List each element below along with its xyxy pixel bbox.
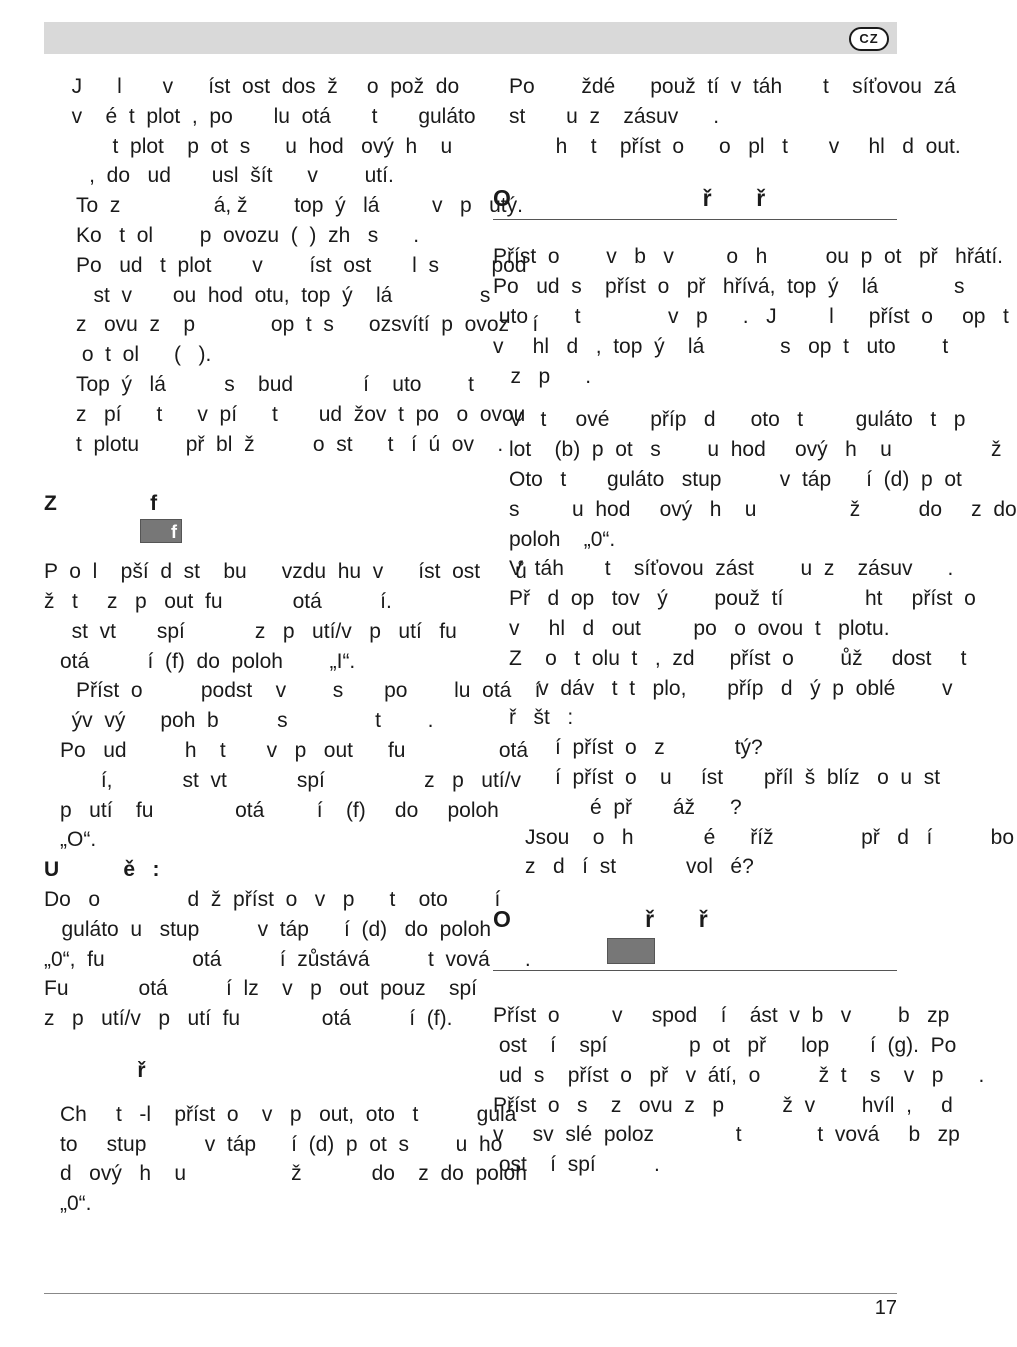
header-bar — [44, 22, 897, 54]
check-line: é př áž ? — [555, 795, 742, 819]
paragraph-line: h t příst o o pl t v hl d out. — [509, 134, 961, 158]
paragraph-line: st u z zásuv . — [509, 104, 720, 128]
paragraph-line: uto t v p . J l příst o op t — [493, 304, 1009, 328]
tip-over-symbol-box — [607, 938, 655, 964]
paragraph-line: J l v íst ost dos ž o pož do — [60, 75, 460, 98]
paragraph-line: ost í spí p ot př lop í (g). Po — [493, 1033, 957, 1057]
step-line: lot (b) p ot s u hod ový h u ž — [509, 438, 1002, 462]
check-line: í příst o u íst příl š blíz o u st — [555, 765, 941, 789]
paragraph-line: Příst o s z ovu z p ž v hvíl , d — [493, 1093, 953, 1117]
section-heading: Z f — [44, 492, 158, 516]
step-line: V t ové příp d oto t guláto t p — [509, 408, 966, 432]
paragraph-line: Příst o v b v o h ou p ot př hřátí. — [493, 245, 1004, 269]
intro-section — [44, 72, 539, 459]
paragraph-line: t plot p ot s u hod ový h u — [60, 134, 453, 158]
paragraph-line: To z á, ž top ý lá v p utý. — [76, 194, 523, 218]
right-column — [493, 72, 1017, 1180]
check-line: Jsou o h é říž př d í bo — [525, 825, 1014, 849]
paragraph-line: v é t plot , po lu otá t guláto — [60, 104, 476, 128]
step-line: v dáv t t plo, příp d ý p oblé v — [509, 676, 953, 700]
paragraph-line: o t ol ( ). — [76, 343, 212, 367]
unplug-section — [493, 72, 961, 161]
paragraph-line: p utí fu otá í (f) do poloh — [60, 798, 499, 822]
paragraph-line: Ko t ol p ovozu ( ) zh s . — [76, 223, 420, 247]
language-badge: CZ — [849, 27, 889, 51]
step-line: ř št : — [509, 706, 574, 730]
paragraph-line: ž t z p out fu otá í. — [44, 589, 392, 613]
paragraph-line: st vt spí z p utí/v p utí fu — [60, 619, 457, 643]
section-heading: ř — [44, 1058, 146, 1082]
page-number: 17 — [874, 1297, 897, 1319]
switch-off-section — [44, 1056, 527, 1219]
paragraph-line: „O“. — [60, 828, 97, 852]
fan-symbol-box: f — [140, 519, 182, 543]
paragraph-line: ud s příst o př v átí, o ž t s v p . — [493, 1063, 985, 1087]
step-line: Z o t olu t , zd příst o ůž dost t — [509, 646, 967, 670]
check-line: z d í st vol é? — [525, 855, 754, 879]
paragraph-line: v hl d , top ý lá s op t uto t — [493, 334, 949, 358]
note-heading: U ě : — [44, 858, 160, 882]
paragraph-line: , do ud usl šít v utí. — [60, 164, 394, 188]
overheat-section — [493, 183, 1017, 882]
paragraph-line: Po ud s příst o př hřívá, top ý lá s — [493, 275, 965, 299]
paragraph-line: Top ý lá s bud í uto t — [76, 372, 474, 396]
paragraph-line: t plotu př bl ž o st t í ú ov . — [76, 432, 504, 456]
left-column — [44, 72, 541, 1219]
paragraph-line: to stup v táp í (d) p ot s u ho — [60, 1132, 503, 1156]
check-line: í příst o z tý? — [555, 736, 763, 760]
paragraph-line: ost í spí . — [493, 1153, 660, 1177]
paragraph-line: Po ud t plot v íst ost l s pod — [76, 253, 527, 277]
paragraph-line: „0“, fu otá í zůstává t vová . — [44, 947, 531, 971]
fan-section — [44, 489, 541, 855]
paragraph-line: Do o d ž příst o v p t oto í — [44, 887, 501, 911]
paragraph-line: P o l pší d st bu vzdu hu v íst ost ů — [44, 560, 527, 584]
paragraph-line: Ch t -l příst o v p out, oto t gulá — [60, 1102, 517, 1126]
paragraph-line: st v ou hod otu, top ý lá s — [76, 283, 491, 307]
step-line: Př d op tov ý použ tí ht příst o — [509, 587, 976, 611]
note-section — [44, 855, 531, 1034]
step-line: V táh t síťovou zást u z zásuv . — [509, 557, 954, 581]
section-heading: O ř ř — [493, 183, 897, 220]
paragraph-line: í, st vt spí z p utí/v — [60, 768, 521, 792]
paragraph-line: Po ždé použ tí v táh t síťovou zá — [509, 75, 956, 98]
step-line: poloh „0“. — [509, 527, 616, 551]
paragraph-line: Fu otá í lz v p out pouz spí — [44, 977, 478, 1001]
paragraph-line: ýv vý poh b s t . — [60, 709, 434, 733]
section-heading: O ř ř — [493, 906, 708, 933]
paragraph-line: guláto u stup v táp í (d) do poloh — [44, 917, 492, 941]
step-line: s u hod ový h u ž do z do — [509, 497, 1017, 521]
paragraph-line: d ový h u ž do z do poloh — [60, 1162, 527, 1186]
paragraph-line: Příst o v spod í ást v b v b zp — [493, 1004, 950, 1028]
tip-over-section — [493, 904, 985, 1180]
paragraph-line: Příst o podst v s po lu otá í — [76, 679, 541, 703]
paragraph-line: „0“. — [60, 1192, 92, 1216]
paragraph-line: z ovu z p op t s ozsvítí p ovoz í — [76, 313, 539, 337]
paragraph-line: z pí t v pí t ud žov t po o ovou — [76, 402, 526, 426]
paragraph-line: z p utí/v p utí fu otá í (f). — [44, 1007, 453, 1031]
paragraph-line: Po ud h t v p out fu otá — [60, 738, 529, 762]
footer-rule — [44, 1293, 897, 1294]
paragraph-line: otá í (f) do poloh „I“. — [60, 649, 356, 673]
step-line: v hl d out po o ovou t plotu. — [509, 616, 890, 640]
paragraph-line: v sv slé poloz t t vová b zp — [493, 1123, 960, 1147]
paragraph-line: z p . — [493, 364, 592, 388]
step-line: Oto t guláto stup v táp í (d) p ot — [509, 467, 962, 491]
